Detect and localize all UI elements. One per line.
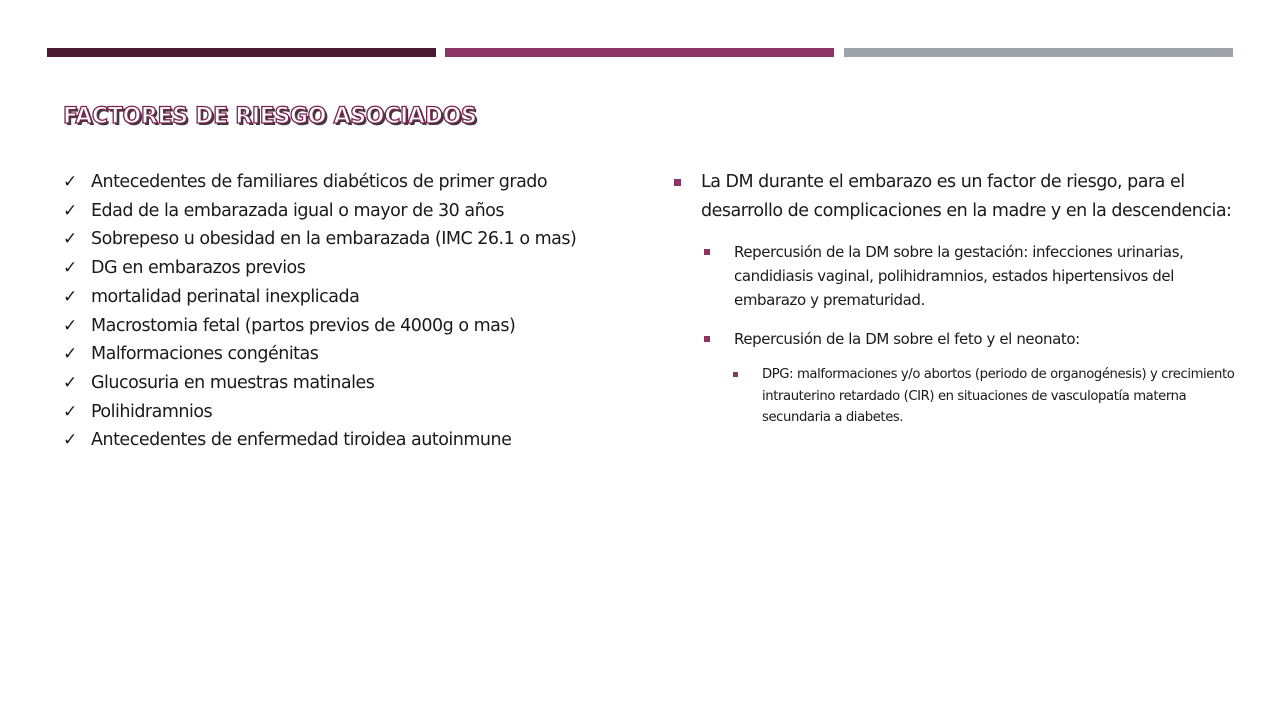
checkmark-icon: ✓	[63, 401, 77, 422]
list-item: ✓ Antecedentes de familiares diabéticos de primer grado	[63, 168, 653, 197]
list-item: ✓ DG en embarazos previos	[63, 254, 653, 283]
checkmark-icon: ✓	[63, 344, 77, 365]
risk-factors-list	[63, 168, 653, 455]
sub-bullet-fetus-neonate: Repercusión de la DM sobre el feto y el neonato:	[672, 327, 1237, 351]
checkmark-icon: ✓	[63, 258, 77, 279]
slide-title: FACTORES DE RIESGO ASOCIADOS	[63, 104, 477, 129]
square-bullet-icon	[704, 249, 710, 255]
checkmark-icon: ✓	[63, 172, 77, 192]
accent-bar-gray	[844, 48, 1233, 57]
square-bullet-icon	[733, 372, 738, 377]
accent-bar-dark-plum	[47, 48, 436, 57]
square-bullet-icon	[704, 336, 710, 342]
checkmark-icon: ✓	[63, 229, 77, 250]
list-item: ✓ Polihidramnios	[63, 398, 653, 427]
list-item: ✓ Sobrepeso u obesidad en la embarazada (IMC 26.1 o mas)	[63, 225, 653, 254]
square-bullet-icon	[674, 179, 681, 186]
list-item: ✓ Malformaciones congénitas	[63, 340, 653, 369]
complications-list	[672, 168, 1237, 428]
checkmark-icon: ✓	[63, 200, 77, 221]
list-item: ✓ Edad de la embarazada igual o mayor de 30 años	[63, 197, 653, 226]
intro-bullet: La DM durante el embarazo es un factor de riesgo, para el desarrollo de complicaciones en la madre y en la descendencia:	[672, 168, 1237, 225]
sub-bullet-gestation: Repercusión de la DM sobre la gestación: infecciones urinarias, candidiasis vaginal, polihidramnios, estados hipertensivos del embarazo y prematuridad.	[672, 240, 1237, 312]
list-item: ✓ Glucosuria en muestras matinales	[63, 369, 653, 398]
list-item: ✓ Antecedentes de enfermedad tiroidea autoinmune	[63, 426, 653, 455]
sub-sub-bullet-dpg: DPG: malformaciones y/o abortos (periodo de organogénesis) y crecimiento intrauterino retardado (CIR) en situaciones de vasculopatía materna secundaria a diabetes.	[672, 364, 1237, 428]
list-item: ✓ Macrostomia fetal (partos previos de 4000g o mas)	[63, 312, 653, 341]
checkmark-icon: ✓	[63, 315, 77, 336]
checkmark-icon: ✓	[63, 286, 77, 307]
accent-bar-magenta	[445, 48, 834, 57]
checkmark-icon: ✓	[63, 372, 77, 393]
list-item: ✓ mortalidad perinatal inexplicada	[63, 283, 653, 312]
checkmark-icon: ✓	[63, 430, 77, 451]
